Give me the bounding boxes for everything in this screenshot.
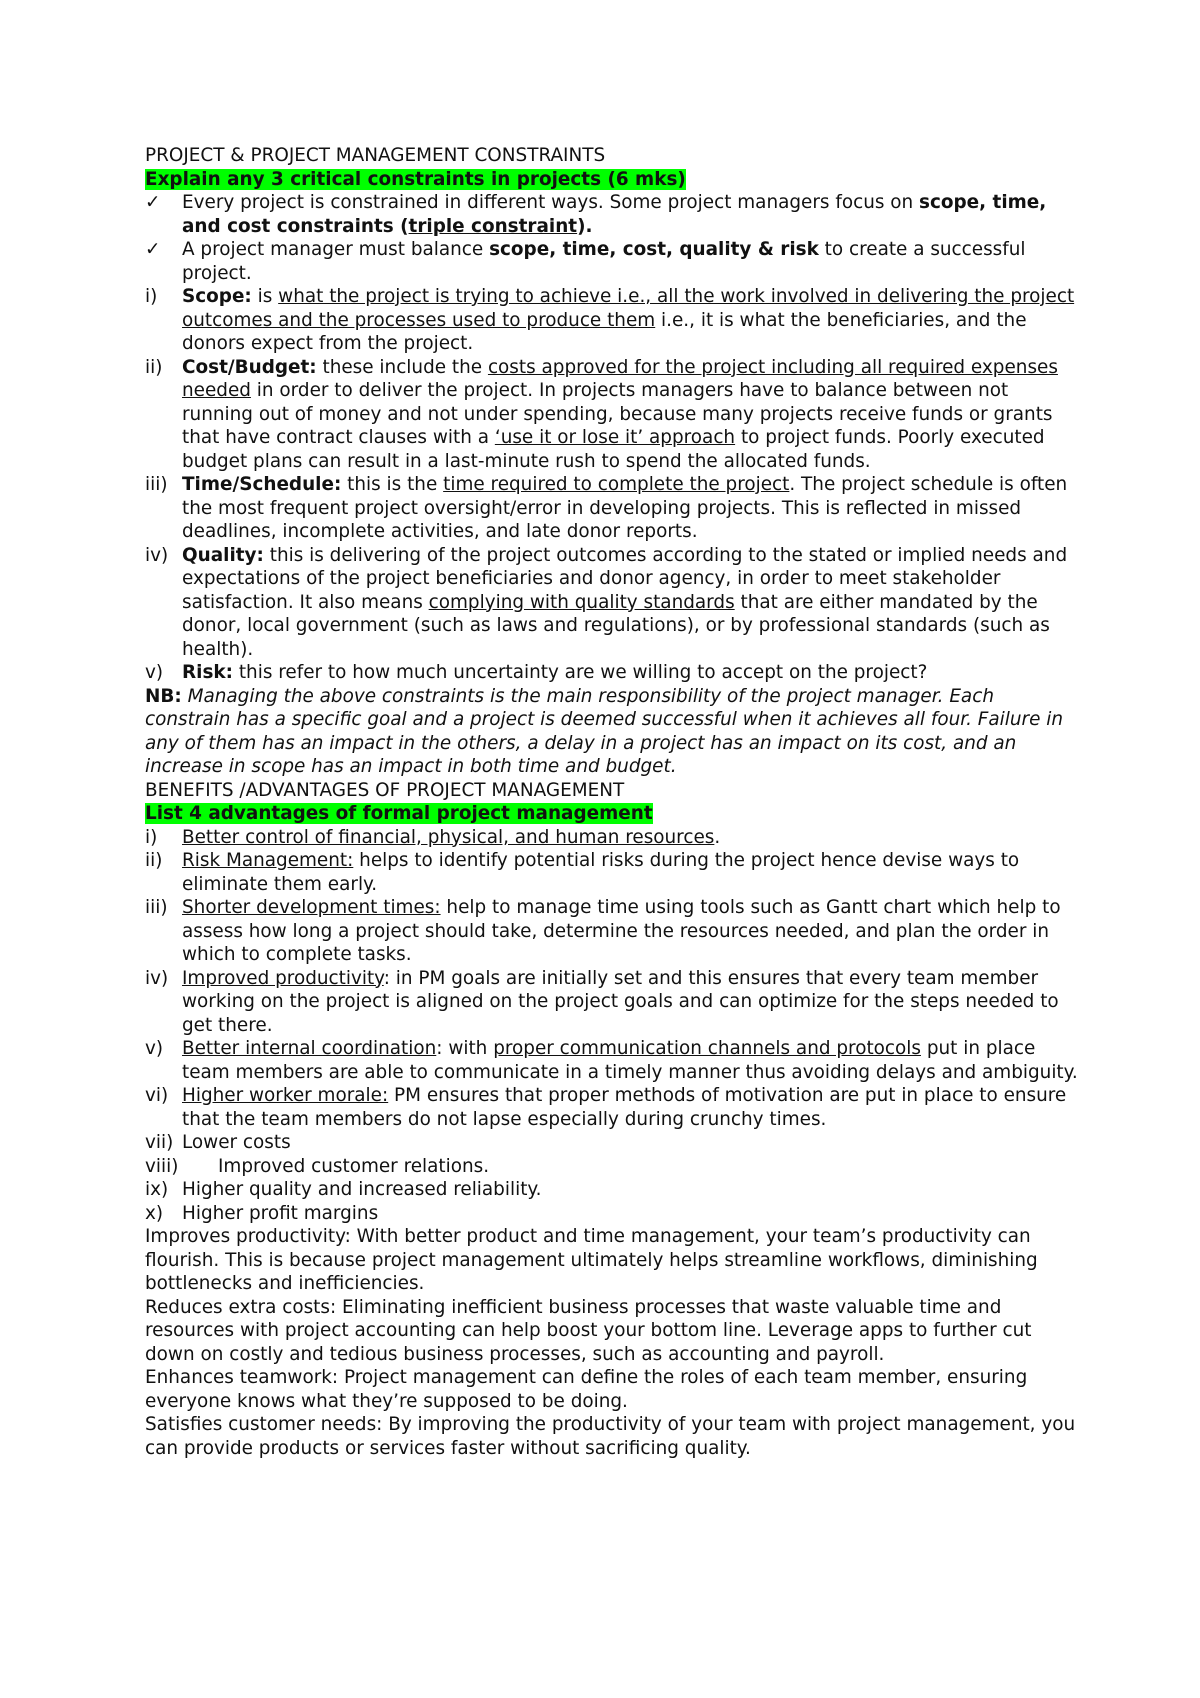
list-marker: x): [145, 1202, 164, 1224]
item-text: Higher quality and increased reliability.: [182, 1179, 542, 1200]
paragraph: Satisfies customer needs: By improving the productivity of your team with project management, you can provide products or services faster without sacrificing quality.: [145, 1414, 1076, 1459]
document-page: [145, 144, 1080, 1460]
item-text: helps to identify potential risks during the project hence devise ways to eliminate them early.: [182, 850, 1020, 895]
bullet-text: to create a successful project.: [182, 239, 1026, 284]
item-text: help to manage time using tools such as Gantt chart which help to assess how long a project should take, determine the resources needed, and plan the order in which to complete tasks.: [182, 897, 1061, 965]
list-marker: vii): [145, 1132, 174, 1153]
constraint-item-time: [145, 473, 1080, 544]
item-text: PM ensures that proper methods of motivation are put in place to ensure that the team members do not lapse especially during crunchy times.: [182, 1085, 1067, 1130]
list-marker: v): [145, 1038, 164, 1059]
item-text: Improved customer relations.: [218, 1155, 490, 1177]
term: Quality:: [182, 544, 264, 566]
list-marker: ii): [145, 850, 163, 871]
term: Time/Schedule:: [182, 474, 342, 495]
benefit-item: [145, 896, 1080, 967]
underlined-text: Better internal coordination: [182, 1038, 437, 1059]
bold-text: scope, time, and cost constraints (: [182, 192, 1047, 237]
constraint-item-scope: [145, 285, 1080, 356]
underlined-text: Higher worker morale:: [182, 1085, 389, 1106]
benefit-item: [145, 849, 1080, 896]
underlined-text: ‘use it or lose it’ approach: [494, 427, 736, 448]
constraint-item-cost: [145, 356, 1080, 474]
item-text: this refer to how much uncertainty are we willing to accept on the project?: [233, 662, 928, 683]
benefit-item: [145, 1202, 1080, 1226]
check-mark-icon: ✓: [145, 192, 161, 213]
item-text: to project funds. Poorly executed budget plans can result in a last-minute rush to spend the allocated funds.: [182, 427, 1045, 472]
item-text: is: [251, 286, 279, 307]
paragraph: Enhances teamwork: Project management can define the roles of each team member, ensuring everyone knows what they’re supposed to be doing.: [145, 1367, 1028, 1412]
section-heading-constraints: PROJECT & PROJECT MANAGEMENT CONSTRAINTS: [145, 145, 606, 166]
item-text: i.e., it is what the beneficiaries, and the donors expect from the project.: [182, 309, 1027, 354]
exam-question-benefits: List 4 advantages of formal project management: [145, 803, 653, 824]
underlined-text: what the project is trying to achieve i.e., all the work involved in delivering the project outcomes and the processes used to produce them: [182, 286, 1075, 331]
benefit-item: [145, 1084, 1080, 1131]
benefit-item: [145, 826, 1080, 850]
list-marker: iii): [145, 897, 168, 918]
term: Scope:: [182, 286, 252, 307]
bullet-item: [145, 191, 1080, 238]
list-marker: ii): [145, 356, 163, 378]
list-marker: iv): [145, 967, 169, 989]
list-marker: ix): [145, 1179, 169, 1200]
term: Risk:: [182, 662, 233, 683]
bullet-item: [145, 238, 1080, 285]
underlined-text: Better control of financial, physical, and human resources: [182, 826, 715, 848]
benefit-item: [145, 1155, 1080, 1179]
constraint-item-risk: [145, 661, 1080, 685]
underlined-text: Shorter development times:: [182, 897, 441, 918]
nb-label: NB:: [145, 685, 182, 707]
item-text: this is the: [341, 474, 444, 495]
benefit-item: [145, 967, 1080, 1038]
item-text: put in place team members are able to communicate in a timely manner thus avoiding delays and ambiguity.: [182, 1038, 1078, 1083]
underlined-text: triple constraint: [408, 215, 578, 237]
nb-note: [145, 685, 1080, 779]
underlined-text: proper communication channels and protocols: [493, 1038, 921, 1059]
underlined-text: costs approved for the project including all required expenses needed: [182, 356, 1058, 401]
paragraph: Improves productivity: With better product and time management, your team’s productivity can flourish. This is because project management ultimately helps streamline workflows, diminishing bottlenecks and inefficiencies.: [145, 1226, 1038, 1294]
item-text: : in PM goals are initially set and this ensures that every team member working on the project is aligned on the project goals and can optimize for the steps needed to get there.: [182, 967, 1059, 1036]
paragraph: Reduces extra costs: Eliminating inefficient business processes that waste valuable time and resources with project accounting can help boost your bottom line. Leverage apps to further cut down on costly and tedious business processes, such as accounting and payroll.: [145, 1296, 1032, 1365]
exam-question-constraints: Explain any 3 critical constraints in projects (6 mks): [145, 168, 686, 190]
list-marker: iv): [145, 544, 169, 566]
term: Cost/Budget:: [182, 356, 317, 378]
bold-text: ).: [577, 215, 593, 237]
underlined-text: Improved productivity: [182, 967, 384, 989]
underlined-text: complying with quality standards: [428, 591, 735, 613]
check-mark-icon: ✓: [145, 239, 161, 260]
bullet-text: A project manager must balance: [182, 239, 490, 260]
list-marker: i): [145, 286, 158, 307]
nb-text: Managing the above constraints is the main responsibility of the project manager. Each constrain has a specific goal and a project is deemed successful when it achieves all four. Failure in any of them has an impact in the others, a delay in a project has an impact on its cost, and an increase in scope has an impact in both time and budget.: [145, 685, 1064, 777]
benefit-item: [145, 1178, 1080, 1202]
underlined-text: time required to complete the project: [443, 474, 790, 495]
list-marker: v): [145, 662, 164, 683]
item-text: these include the: [316, 356, 488, 378]
item-text: . The project schedule is often the most frequent project oversight/error in developing projects. This is reflected in missed deadlines, incomplete activities, and late donor reports.: [182, 474, 1068, 542]
list-marker: vi): [145, 1085, 169, 1106]
item-text: .: [714, 826, 721, 848]
list-marker: iii): [145, 474, 168, 495]
benefit-item: [145, 1131, 1080, 1155]
item-text: that are either mandated by the donor, local government (such as laws and regulations), or by professional standards (such as health).: [182, 591, 1050, 660]
item-text: Higher profit margins: [182, 1202, 379, 1224]
bullet-text: Every project is constrained in different ways. Some project managers focus on: [182, 192, 920, 213]
item-text: : with: [436, 1038, 494, 1059]
item-text: this is delivering of the project outcomes according to the stated or implied needs and expectations of the project beneficiaries and donor agency, in order to meet stakeholder satisfaction. It also means: [182, 544, 1068, 613]
bold-text: scope, time, cost, quality & risk: [489, 239, 819, 260]
constraint-item-quality: [145, 544, 1080, 662]
benefit-item: [145, 1037, 1080, 1084]
list-marker: i): [145, 826, 158, 848]
list-marker: viii): [145, 1155, 179, 1177]
underlined-text: Risk Management:: [182, 850, 354, 871]
item-text: Lower costs: [182, 1132, 291, 1153]
item-text: in order to deliver the project. In projects managers have to balance between not running out of money and not under spending, because many projects receive funds or grants that have contract clauses with a: [182, 380, 1053, 448]
section-heading-benefits: BENEFITS /ADVANTAGES OF PROJECT MANAGEMENT: [145, 779, 625, 801]
